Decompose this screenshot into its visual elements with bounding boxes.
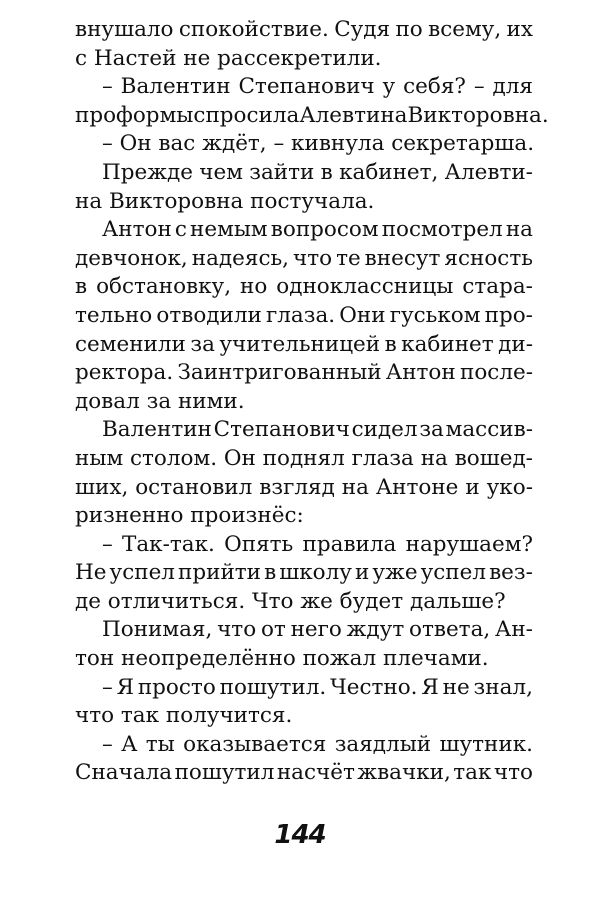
page-number: 144 [274, 820, 326, 850]
text-line: Сначала пошутил насчёт жвачки, так что [75, 760, 533, 786]
text-line: Не успел прийти в школу и уже успел вез- [75, 560, 533, 586]
text-line: на Викторовна постучала. [75, 188, 375, 214]
text-line: – Он вас ждёт, – кивнула секретарша. [102, 131, 535, 157]
body-text [75, 16, 549, 788]
text-line: в обстановку, но одноклассницы стара- [75, 274, 533, 300]
text-line: ших, остановил взгляд на Антоне и уко- [75, 474, 533, 500]
text-line: ректора. Заинтригованный Антон после- [75, 360, 533, 386]
text-line: Валентин Степанович сидел за массив- [102, 417, 533, 443]
text-line: де отличиться. Что же будет дальше? [75, 588, 506, 614]
text-line: ным столом. Он поднял глаза на вошед- [75, 445, 533, 471]
text-line: – Так-так. Опять правила нарушаем? [102, 531, 533, 557]
text-line: семенили за учительницей в кабинет ди- [75, 331, 533, 357]
text-line: тон неопределённо пожал плечами. [75, 646, 489, 672]
text-line: что так получится. [75, 703, 293, 729]
text-line: – А ты оказывается заядлый шутник. [102, 731, 533, 757]
text-line: Прежде чем зайти в кабинет, Алевти- [102, 159, 533, 185]
text-line: с Настей не рассекретили. [75, 45, 382, 71]
text-line: тельно отводили глаза. Они гуськом про- [75, 302, 533, 328]
text-line: Понимая, что от него ждут ответа, Ан- [102, 617, 533, 643]
text-line: довал за ними. [75, 388, 245, 414]
text-line: девчонок, надеясь, что те внесут ясность [75, 245, 533, 271]
text-line: внушало спокойствие. Судя по всему, их [75, 17, 533, 42]
text-line: ризненно произнёс: [75, 503, 304, 529]
text-line: – Валентин Степанович у себя? – для [102, 74, 533, 100]
text-line: проформы спросила Алевтина Викторовна. [75, 102, 549, 128]
text-line: Антон с немым вопросом посмотрел на [102, 217, 533, 243]
text-line: – Я просто пошутил. Честно. Я не знал, [102, 674, 533, 700]
